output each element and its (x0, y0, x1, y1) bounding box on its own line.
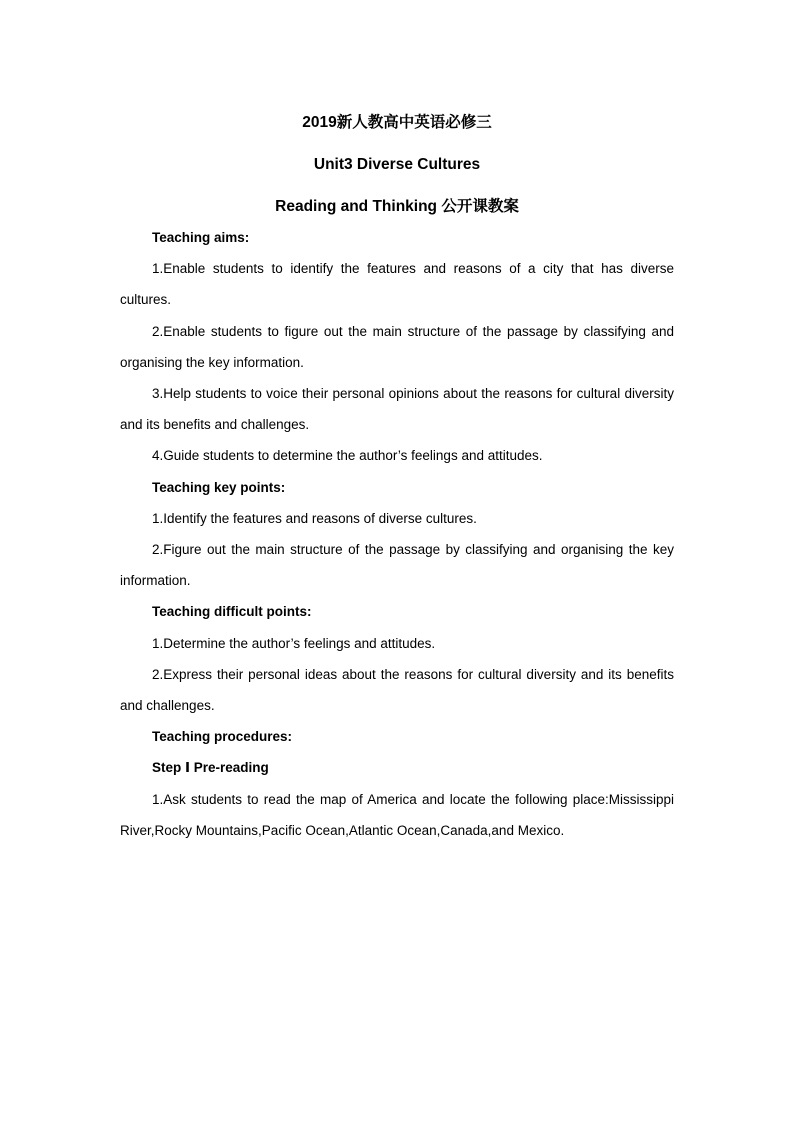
title-block (120, 102, 674, 228)
section-heading: Teaching aims: (152, 230, 250, 245)
section-heading: Teaching difficult points: (152, 604, 312, 620)
paragraph: 2.Figure out the main structure of the passage by classifying and organising the key information. (120, 542, 674, 589)
section-heading: Step Ⅰ Pre-reading (152, 760, 269, 776)
document-title: 2019新人教高中英语必修三 (302, 114, 492, 131)
paragraph: 1.Determine the author’s feelings and attitudes. (152, 635, 436, 651)
section-heading: Teaching procedures: (152, 729, 293, 745)
paragraph: 2.Express their personal ideas about the reasons for cultural diversity and its benefits and challenges. (120, 666, 674, 714)
document-body (120, 222, 674, 846)
paragraph: 2.Enable students to figure out the main structure of the passage by classifying and organising the key information. (120, 323, 674, 370)
paragraph: 1.Identify the features and reasons of diverse cultures. (152, 510, 477, 526)
lesson-title: Reading and Thinking 公开课教案 (275, 198, 519, 215)
paragraph: 3.Help students to voice their personal opinions about the reasons for cultural diversity and its benefits and challenges. (120, 386, 674, 433)
paragraph: 1.Ask students to read the map of America and locate the following place:Mississippi River,Rocky Mountains,Pacific Ocean,Atlantic Ocean,Canada,and Mexico. (120, 791, 674, 838)
paragraph: 1.Enable students to identify the features and reasons of a city that has diverse cultures. (120, 261, 674, 308)
unit-title: Unit3 Diverse Cultures (313, 156, 481, 173)
paragraph: 4.Guide students to determine the author’s feelings and attitudes. (152, 448, 543, 464)
section-heading: Teaching key points: (152, 479, 286, 495)
